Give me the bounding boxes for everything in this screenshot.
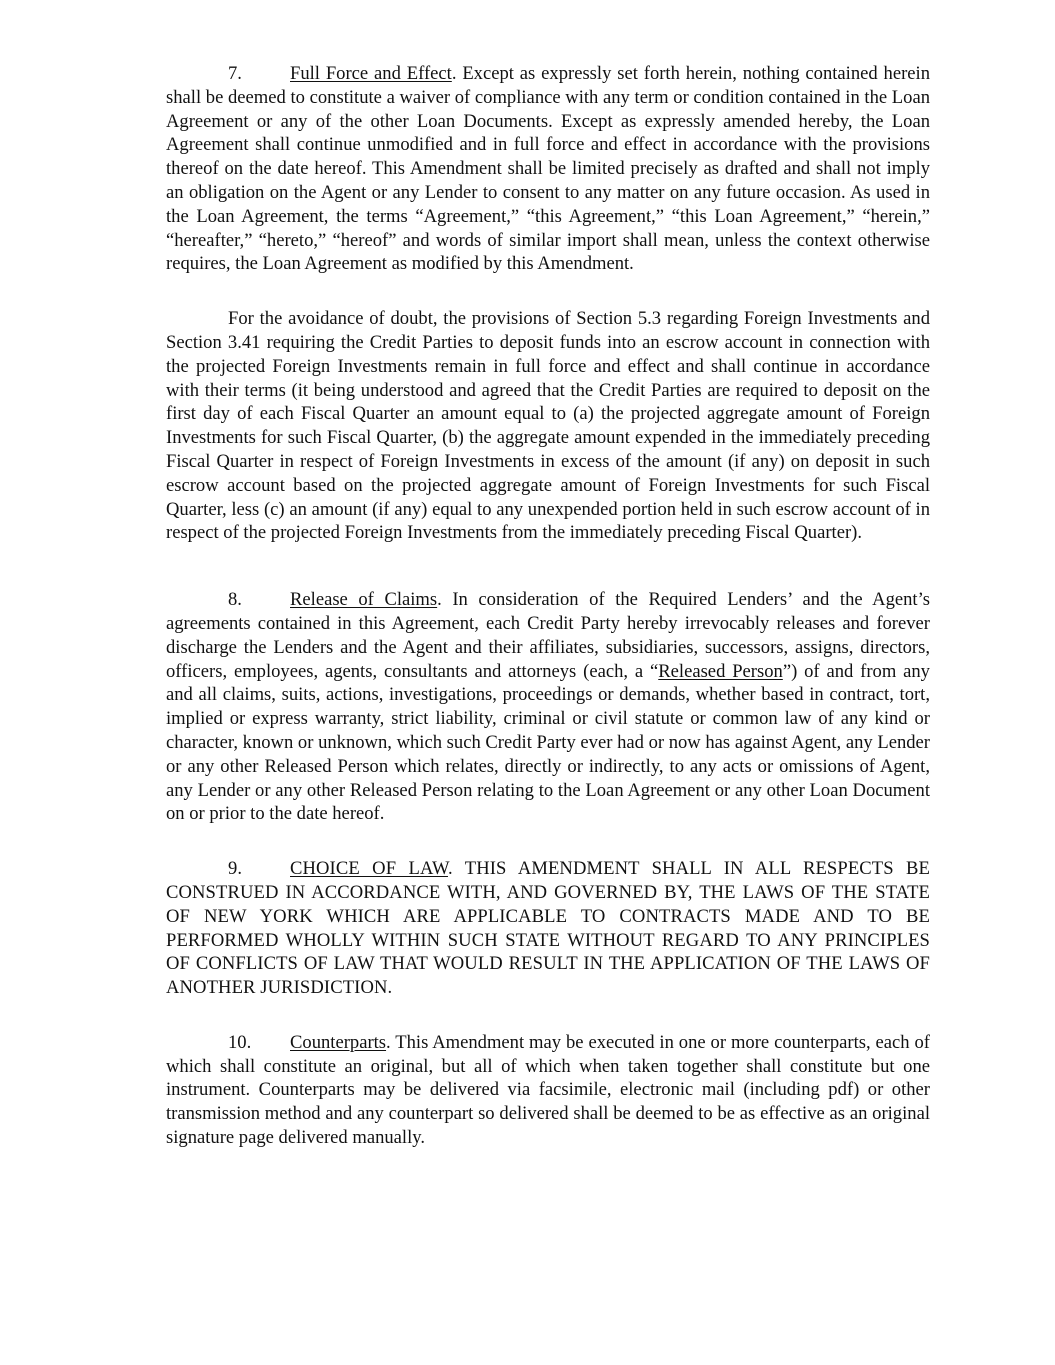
section-10 xyxy=(166,1031,930,1150)
section-number: 7. xyxy=(228,63,242,84)
section-7 xyxy=(166,62,930,276)
section-number: 8. xyxy=(228,589,242,611)
section-text: . In consideration of the Required Lenders’ and the Agent’s agreements contained in this Agreement, each Credit Party hereby irrevocably releases and forever discharge the Lenders and the Agent and their affiliates, subsidiaries, successors, assigns, directors, officers, employees, agents, consultants and attorneys (each, a “ xyxy=(166,589,931,682)
section-number: 10. xyxy=(228,1031,252,1053)
section-heading: Counterparts xyxy=(290,1031,387,1053)
section-heading: Release of Claims xyxy=(290,589,438,611)
section-8 xyxy=(166,588,930,826)
section-number: 9. xyxy=(228,858,243,880)
section-9 xyxy=(166,857,930,1000)
section-heading: Full Force and Effect xyxy=(290,63,452,84)
section-text: . THIS AMENDMENT SHALL IN ALL RESPECTS BE CONSTRUED IN ACCORDANCE WITH, AND GOVERNED BY, THE LAWS OF THE STATE OF NEW YORK WHICH ARE APPLICABLE TO CONTRACTS MADE AND TO BE PERFORMED WHOLLY WITHIN SUCH STATE WITHOUT REGARD TO ANY PRINCIPLES OF CONFLICTS OF LAW THAT WOULD RESULT IN THE APPLICATION OF THE LAWS OF ANOTHER JURISDICTION. xyxy=(166,858,931,999)
avoidance-paragraph xyxy=(166,307,930,545)
document-body xyxy=(166,62,930,1181)
paragraph-text: For the avoidance of doubt, the provisions of Section 5.3 regarding Foreign Investments and Section 3.41 requiring the Credit Parties to deposit funds into an escrow account in connection with the projected Foreign Investments remain in full force and effect and shall continue in accordance with their terms (it being understood and agreed that the Credit Parties are required to deposit on the first day of each Fiscal Quarter an amount equal to (a) the projected aggregate amount of Foreign Investments for such Fiscal Quarter, (b) the aggregate amount expended in the immediately preceding Fiscal Quarter in respect of Foreign Investments in excess of the amount (if any) on deposit in such escrow account based on the projected aggregate amount of Foreign Investments for such Fiscal Quarter, less (c) an amount (if any) equal to any unexpended portion held in such escrow account of in respect of the projected Foreign Investments from the immediately preceding Fiscal Quarter). xyxy=(166,308,930,544)
section-text: . Except as expressly set forth herein, nothing contained herein shall be deemed to constitute a waiver of compliance with any term or condition contained in the Loan Agreement or any of the other Loan Documents. Except as expressly amended hereby, the Loan Agreement shall continue unmodified and in full force and effect in accordance with the provisions thereof on the date hereof. This Amendment shall be limited precisely as drafted and shall not imply an obligation on the Agent or any Lender to consent to any matter on any future occasion. As used in the Loan Agreement, the terms “Agreement,” “this Agreement,” “this Loan Agreement,” “herein,” “hereafter,” “hereto,” “hereof” and words of similar import shall mean, unless the context otherwise requires, the Loan Agreement as modified by this Amendment. xyxy=(166,63,930,275)
defined-term: Released Person xyxy=(658,660,783,682)
section-text: . This Amendment may be executed in one or more counterparts, each of which shall constitute an original, but all of which when taken together shall constitute but one instrument. Counterparts may be delivered via facsimile, electronic mail (including pdf) or other transmission method and any counterpart so delivered shall be deemed to be as effective as an original signature page delivered manually. xyxy=(166,1031,930,1149)
section-text-continued: ”) of and from any and all claims, suits, actions, investigations, proceedings or demands, whether based in contract, tort, implied or express warranty, strict liability, criminal or civil statute or common law of any kind or character, known or unknown, which such Credit Party ever had or now has against Agent, any Lender or any other Released Person which relates, directly or indirectly, to any acts or omissions of Agent, any Lender or any other Released Person relating to the Loan Agreement or any other Loan Document on or prior to the date hereof. xyxy=(166,660,930,825)
section-heading: CHOICE OF LAW xyxy=(290,858,448,880)
